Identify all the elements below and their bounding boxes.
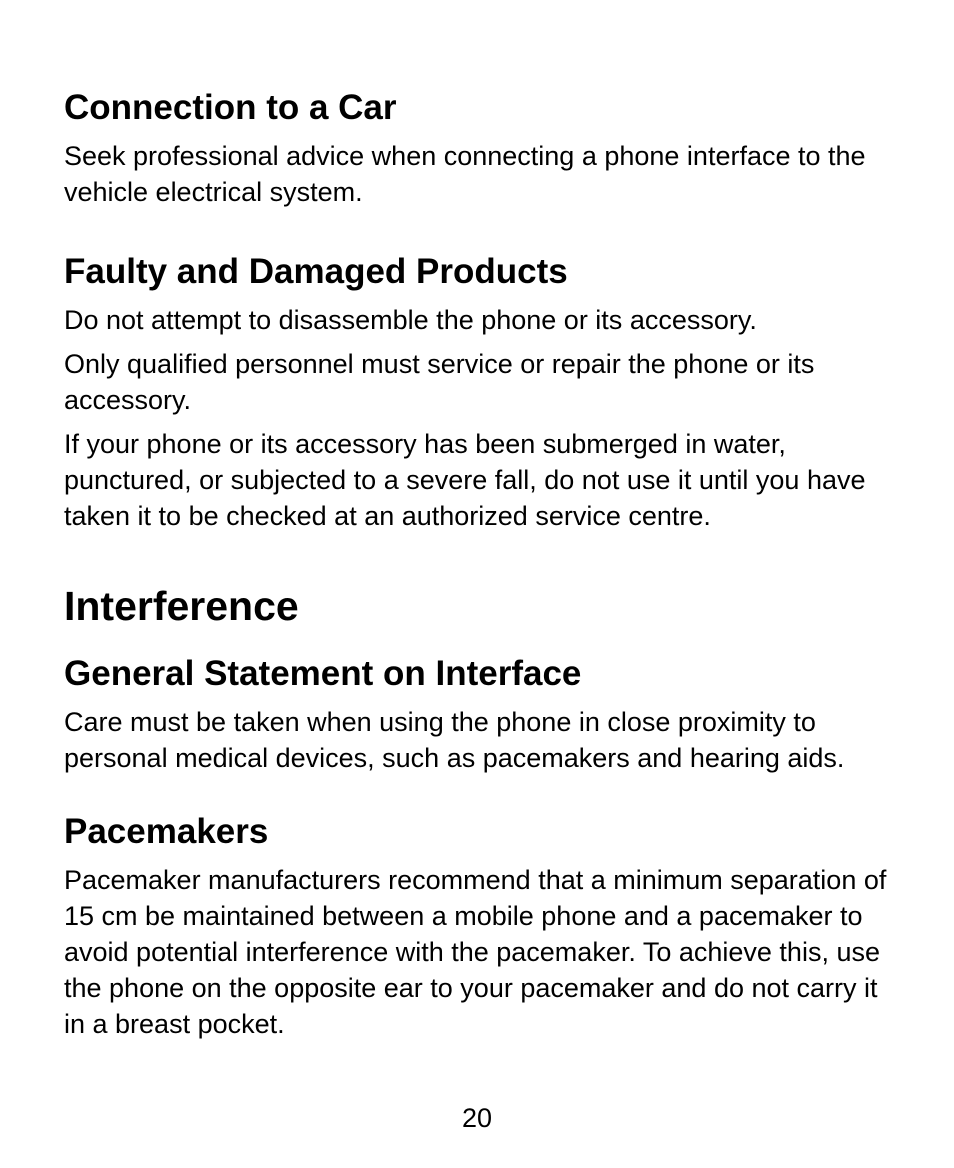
section-heading: General Statement on Interface [64, 654, 582, 693]
section-heading: Faulty and Damaged Products [64, 252, 568, 291]
document-page [64, 86, 894, 1042]
paragraph: Seek professional advice when connecting a phone interface to the vehicle electrical system. [64, 141, 866, 207]
paragraph: If your phone or its accessory has been submerged in water, punctured, or subjected to a severe fall, do not use it until you have taken it to be checked at an authorized service centre. [64, 429, 866, 531]
paragraph: Care must be taken when using the phone in close proximity to personal medical devices, such as pacemakers and hearing aids. [64, 707, 845, 773]
section-general-statement [64, 652, 894, 776]
section-faulty-damaged-products [64, 250, 894, 534]
section-pacemakers [64, 810, 894, 1042]
section-heading: Pacemakers [64, 812, 269, 851]
section-heading: Connection to a Car [64, 88, 397, 127]
section-connection-to-car [64, 86, 894, 210]
paragraph: Only qualified personnel must service or repair the phone or its accessory. [64, 349, 815, 415]
chapter-title: Interference [64, 583, 299, 629]
paragraph: Pacemaker manufacturers recommend that a minimum separation of 15 cm be maintained between a mobile phone and a pacemaker to avoid potential interference with the pacemaker. To achieve this, use the phone on the opposite ear to your pacemaker and do not carry it in a breast pocket. [64, 865, 887, 1039]
page-number: 20 [461, 1103, 493, 1133]
paragraph: Do not attempt to disassemble the phone or its accessory. [64, 305, 757, 335]
